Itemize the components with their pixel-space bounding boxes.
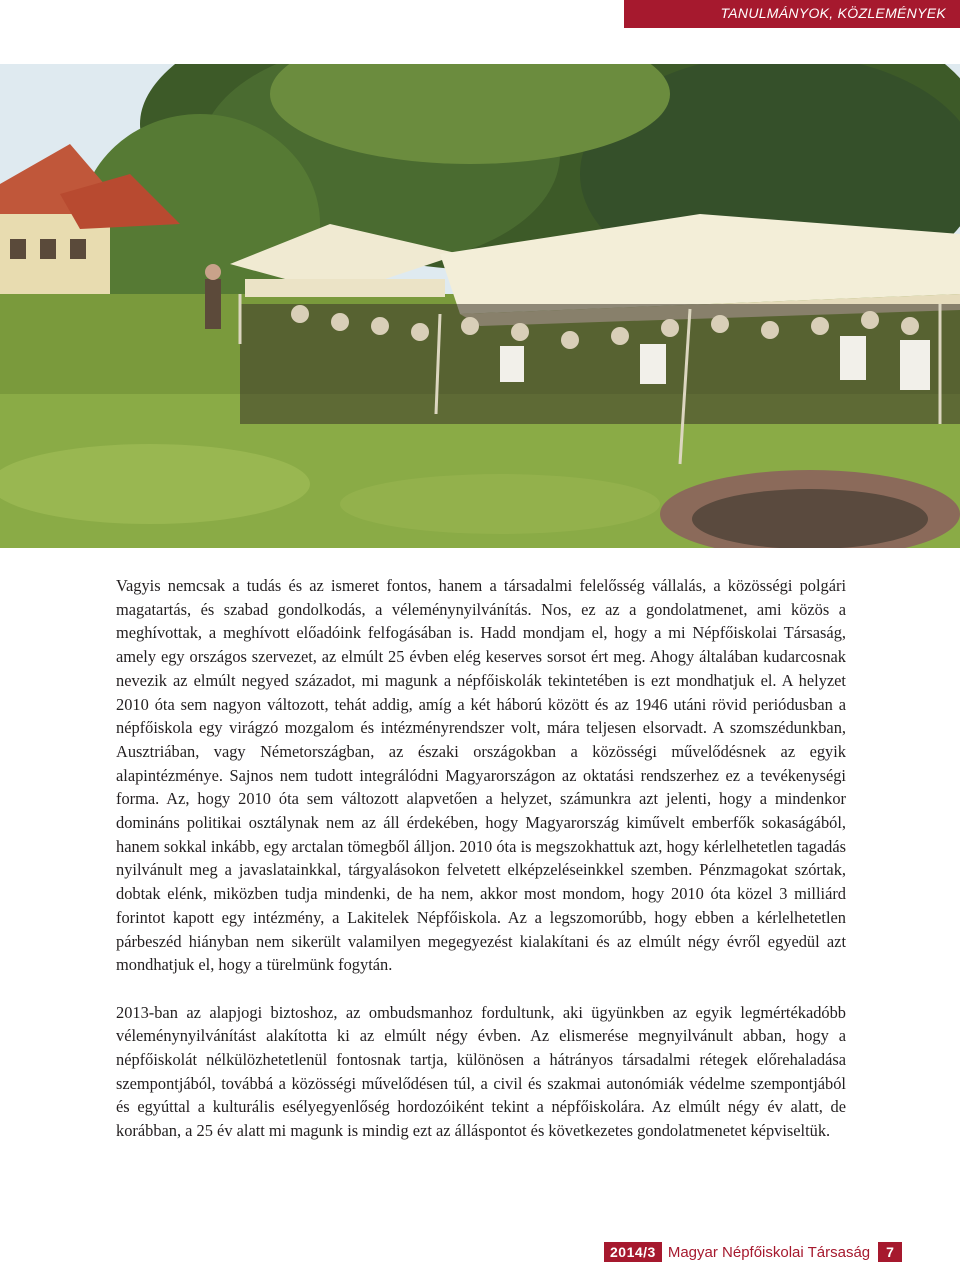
article-body: [116, 574, 846, 1143]
page-footer: [604, 1240, 902, 1264]
paragraph: Vagyis nemcsak a tudás és az ismeret fontos, hanem a társadalmi felelősség vállalás, a közösségi polgári magatartás, és szabad gondolkodás, a véleménynyilvánítás. Nos, ez az a gondolatmenet, ami közös a meghívottak, a meghívott előadóink felfogásában is. Hadd mondjam el, hogy a mi Népfőiskolai Társaság, amely egy országos szervezet, az elmúlt 25 évben elég keserves sorsot ért meg. Ahogy általában kudarcosnak nevezik az elmúlt negyed századot, mi magunk a népfőiskolák tekintetében is ezt mondhatjuk el. A helyzet 2010 óta sem nagyon változott, tehát addig, amíg a két háború között és az 1946 utáni rövid periódusban a népfőiskola egy virágzó mozgalom és intézményrendszer volt, mára teljesen elsorvadt. A szomszédunkban, Ausztriában, vagy Németországban, az északi országokban a közösségi művelődésnek az egyik alapintézménye. Sajnos nem tudott integrálódni Magyarországon az oktatási rendszerhez ez a tevékenységi forma. Az, hogy 2010 óta sem változott alapvetően a helyzet, számunkra azt jelenti, hogy a mindenkor domináns politikai osztálynak nem az áll érdekében, hogy Magyarország kiművelt emberfők sokaságából, hanem sokkal inkább, egy arctalan tömegből álljon. 2010 óta is megszokhattuk azt, hogy kérlelhetetlen tagadás nyilvánult meg a javaslatainkkal, tárgyalásokon felvetett elképzeléseinkkel szemben. Pénzmagokat szórtak, dobtak elénk, miközben tudja mindenki, de ha nem, akkor most mondom, hogy 2010 óta közel 3 milliárd forintot kapott egy intézmény, a Lakitelek Népfőiskola. Az a legszomorúbb, hogy ebben a kérlelhetetlen párbeszéd hiányban nem sikerült valamilyen megegyezést kialakítani és az elmúlt négy évről egyedül azt mondhatjuk el, hogy a türelmünk fogytán.: [116, 576, 846, 975]
running-header: [0, 0, 960, 28]
section-title: TANULMÁNYOK, KÖZLEMÉNYEK: [720, 5, 946, 21]
paragraph: 2013-ban az alapjogi biztoshoz, az ombudsmanhoz fordultunk, aki ügyünkben az egyik legmértékadóbb véleménynyilvánítást alakította ki az elmúlt négy évben. Az elismerése megnyilvánult abban, hogy a népfőiskolát nélkülözhetetlenül fontosnak tartja, különösen a hátrányos társadalmi rétegek előrehaladása szempontjából, továbbá a közösségi művelődésen túl, a civil és szakmai autonómiák védelme szempontjából és egyúttal a kulturális esélyegyenlőség hordozóiként tekint a népfőiskolára. Az elmúlt négy év alatt, de korábban, a 25 év alatt mi magunk is mindig ezt az álláspontot és következetes gondolatmenetet képviseltük.: [116, 1002, 846, 1141]
photo-outdoor-gathering: [0, 64, 960, 548]
page-number: 7: [878, 1242, 902, 1262]
journal-title: Magyar Népfőiskolai Társaság: [667, 1243, 871, 1261]
issue-number: 2014/3: [604, 1242, 662, 1262]
